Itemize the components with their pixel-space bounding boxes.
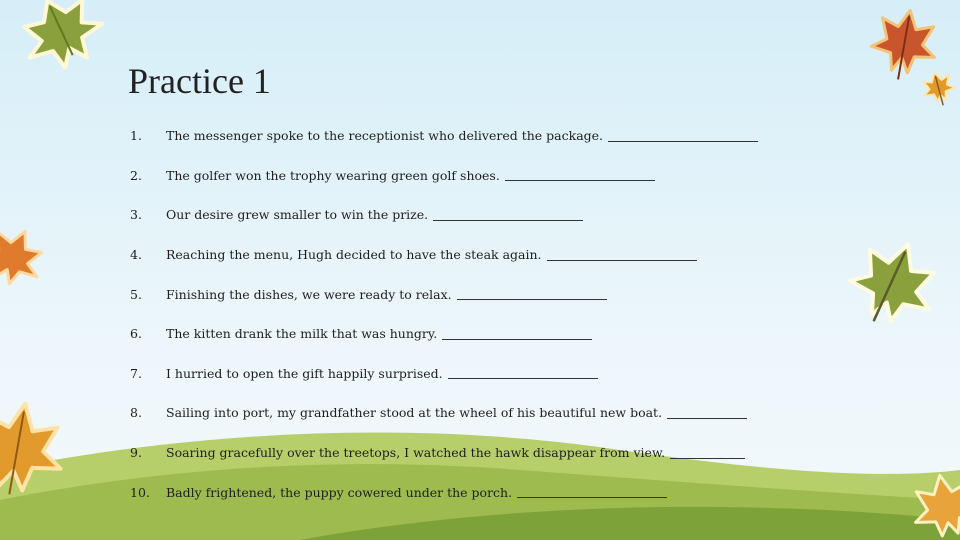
list-item (130, 393, 770, 433)
page-title: Practice 1 (128, 61, 271, 101)
leaf-green-icon (840, 230, 948, 338)
leaf-orange-icon (0, 219, 52, 293)
item-text: I hurried to open the gift happily surprised. (166, 365, 443, 381)
list-item (130, 156, 770, 196)
answer-blank[interactable] (457, 288, 607, 300)
item-text: Reaching the menu, Hugh decided to have the steak again. (166, 247, 542, 263)
list-item (130, 274, 770, 314)
list-item (130, 235, 770, 275)
item-text: Badly frightened, the puppy cowered under the porch. (166, 484, 513, 500)
leaf-green-icon (11, 0, 112, 79)
item-number: 10. (130, 484, 150, 500)
answer-blank[interactable] (448, 367, 598, 379)
item-text: Our desire grew smaller to win the prize. (166, 207, 429, 223)
answer-blank[interactable] (433, 209, 583, 221)
item-text: Soaring gracefully over the treetops, I watched the hawk disappear from view. (166, 445, 666, 461)
exercise-list (130, 116, 770, 512)
item-text: Finishing the dishes, we were ready to relax. (166, 286, 452, 302)
list-item (130, 433, 770, 473)
answer-blank[interactable] (670, 447, 745, 459)
item-number: 5. (130, 286, 142, 302)
item-number: 8. (130, 405, 142, 421)
answer-blank[interactable] (608, 130, 758, 142)
answer-blank[interactable] (442, 328, 592, 340)
item-number: 6. (130, 326, 142, 342)
item-number: 7. (130, 365, 142, 381)
list-item (130, 314, 770, 354)
item-text: The kitten drank the milk that was hungry. (166, 326, 438, 342)
item-text: The messenger spoke to the receptionist who delivered the package. (166, 128, 604, 144)
list-item (130, 354, 770, 394)
leaf-orange-icon (919, 68, 959, 109)
item-number: 1. (130, 128, 142, 144)
list-item (130, 195, 770, 235)
answer-blank[interactable] (547, 249, 697, 261)
answer-blank[interactable] (517, 486, 667, 498)
list-item (130, 472, 770, 512)
leaf-red-icon (867, 5, 942, 85)
answer-blank[interactable] (667, 407, 747, 419)
answer-blank[interactable] (505, 169, 655, 181)
item-number: 9. (130, 445, 142, 461)
item-number: 3. (130, 207, 142, 223)
item-number: 4. (130, 247, 142, 263)
list-item (130, 116, 770, 156)
item-number: 2. (130, 167, 142, 183)
item-text: Sailing into port, my grandfather stood at the wheel of his beautiful new boat. (166, 405, 663, 421)
item-text: The golfer won the trophy wearing green golf shoes. (166, 167, 500, 183)
